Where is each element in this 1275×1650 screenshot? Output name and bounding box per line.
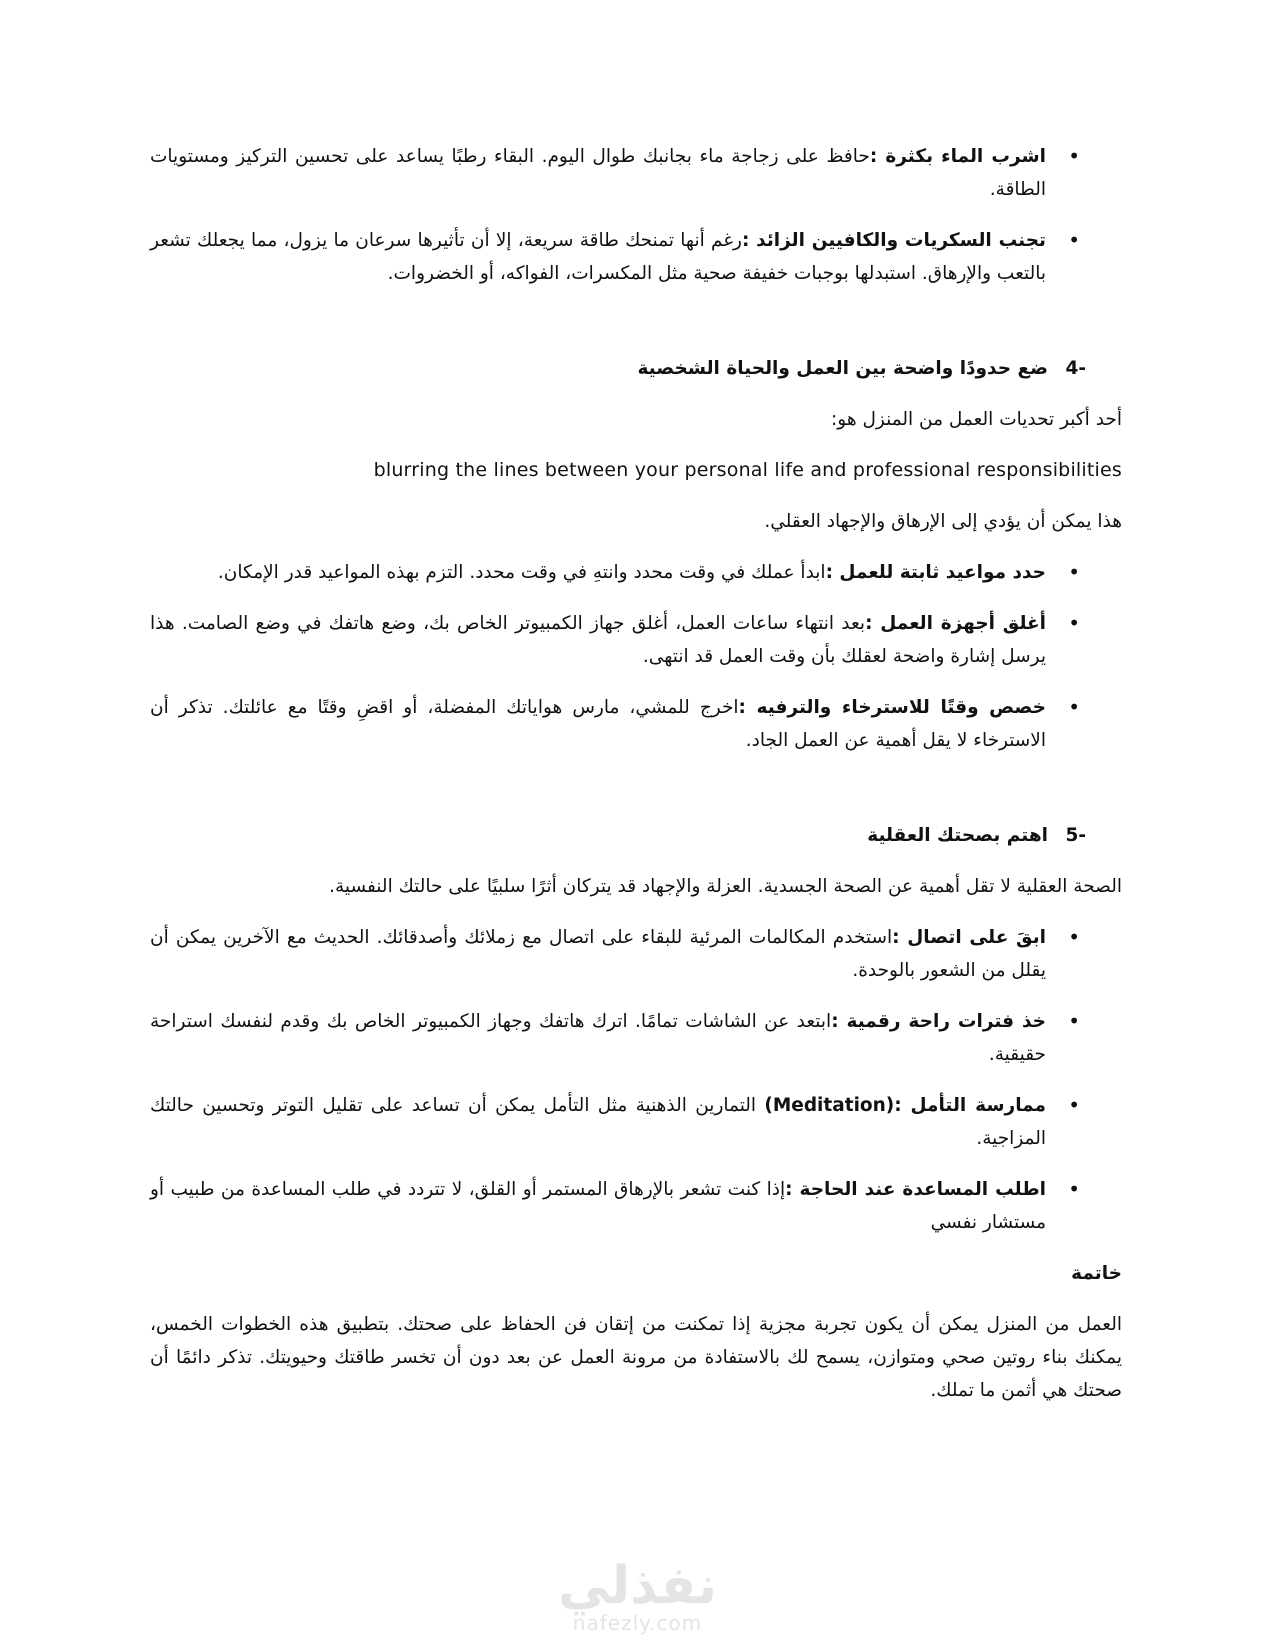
item-text: حافظ على زجاجة ماء بجانبك طوال اليوم. البقاء رطبًا يساعد على تحسين التركيز ومستويات الطاقة. <box>150 146 1046 200</box>
section5-intro: الصحة العقلية لا تقل أهمية عن الصحة الجسدية. العزلة والإجهاد قد يتركان أثرًا سلبيًا على حالتك النفسية. <box>329 876 1122 897</box>
list-item <box>150 140 1122 206</box>
item-label: اشرب الماء بكثرة : <box>869 146 1046 167</box>
section5-list <box>150 921 1122 1239</box>
list-item <box>150 921 1122 987</box>
item-label: حدد مواعيد ثابتة للعمل : <box>825 562 1046 583</box>
section-number: -5 <box>1065 825 1086 846</box>
list-item <box>150 1173 1122 1239</box>
item-label: ممارسة التأمل :(Meditation) <box>764 1095 1047 1116</box>
item-label: اطلب المساعدة عند الحاجة : <box>785 1179 1046 1200</box>
item-label: خصص وقتًا للاسترخاء والترفيه : <box>738 697 1046 718</box>
item-label: خذ فترات راحة رقمية : <box>831 1011 1046 1032</box>
section5-heading <box>150 819 1122 852</box>
item-label: أغلق أجهزة العمل : <box>865 613 1047 634</box>
item-text: إذا كنت تشعر بالإرهاق المستمر أو القلق، لا تتردد في طلب المساعدة من طبيب أو مستشار نفسي <box>150 1179 1046 1233</box>
item-label: تجنب السكريات والكافيين الزائد : <box>741 230 1046 251</box>
section-number: -4 <box>1065 358 1086 379</box>
list-item <box>150 1005 1122 1071</box>
section4-list <box>150 556 1122 757</box>
item-label: ابقَ على اتصال : <box>892 927 1046 948</box>
section4-quote: blurring the lines between your personal life and professional responsibilities <box>373 459 1122 481</box>
list-item <box>150 1089 1122 1155</box>
list-item <box>150 607 1122 673</box>
item-text: التمارين الذهنية مثل التأمل يمكن أن تساعد على تقليل التوتر وتحسين حالتك المزاجية. <box>150 1095 1046 1149</box>
conclusion-title: خاتمة <box>1071 1263 1122 1284</box>
watermark-arabic: نفذلي <box>557 1556 718 1616</box>
list-item <box>150 691 1122 757</box>
item-text: ابتعد عن الشاشات تمامًا. اترك هاتفك وجهاز الكمبيوتر الخاص بك وقدم لنفسك استراحة حقيقية. <box>150 1011 1046 1065</box>
document-page <box>150 140 1122 1407</box>
conclusion-text: العمل من المنزل يمكن أن يكون تجربة مجزية إذا تمكنت من إتقان فن الحفاظ على صحتك. بتطبيق هذه الخطوات الخمس، يمكنك بناء روتين صحي ومتوازن، يسمح لك بالاستفادة من مرونة العمل عن بعد دون أن تخسر طاقتك وحيويتك. تذكر دائمًا أن صحتك هي أثمن ما تملك. <box>150 1314 1122 1401</box>
list-item <box>150 224 1122 290</box>
item-text: استخدم المكالمات المرئية للبقاء على اتصال مع زملائك وأصدقائك. الحديث مع الآخرين يمكن أن يقلل من الشعور بالوحدة. <box>150 927 1046 981</box>
item-text: رغم أنها تمنحك طاقة سريعة، إلا أن تأثيرها سرعان ما يزول، مما يجعلك تشعر بالتعب والإرهاق. استبدلها بوجبات خفيفة صحية مثل المكسرات، الفواكه، أو الخضروات. <box>150 230 1046 284</box>
watermark-logo <box>0 1556 1275 1635</box>
watermark-latin: nafezly.com <box>572 1611 703 1635</box>
section4-heading <box>150 352 1122 385</box>
item-text: ابدأ عملك في وقت محدد وانتهِ في وقت محدد. التزم بهذه المواعيد قدر الإمكان. <box>217 562 826 583</box>
section4-after: هذا يمكن أن يؤدي إلى الإرهاق والإجهاد العقلي. <box>764 511 1122 532</box>
section-title: اهتم بصحتك العقلية <box>867 825 1048 846</box>
section4-intro: أحد أكبر تحديات العمل من المنزل هو: <box>831 409 1122 430</box>
item-text: بعد انتهاء ساعات العمل، أغلق جهاز الكمبيوتر الخاص بك، وضع هاتفك في وضع الصامت. هذا يرسل إشارة واضحة لعقلك بأن وقت العمل قد انتهى. <box>150 613 1046 667</box>
section-title: ضع حدودًا واضحة بين العمل والحياة الشخصية <box>637 358 1048 379</box>
section3-list <box>150 140 1122 290</box>
list-item <box>150 556 1122 589</box>
item-text: اخرج للمشي، مارس هواياتك المفضلة، أو اقضِ وقتًا مع عائلتك. تذكر أن الاسترخاء لا يقل أهمية عن العمل الجاد. <box>150 697 1046 751</box>
